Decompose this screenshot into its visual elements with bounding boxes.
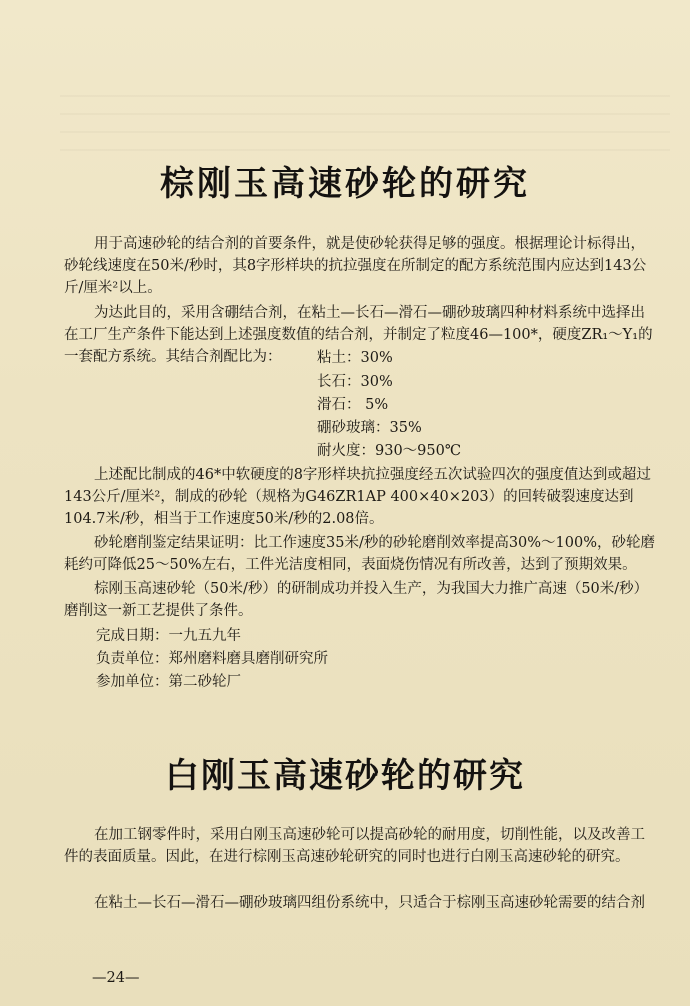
binder-refractoriness: 耐火度：930～950℃ [317, 443, 462, 459]
article1-paragraph-2: 为达此目的，采用含硼结合剂，在粘土—长石—滑石—硼砂玻璃四种材料系统中选择出在工厂生产条件下能达到上述强度数值的结合剂，并制定了粒度46—100*，硬度ZR₁～Y₁的一套配方系统。其结合剂配比为： [64, 305, 653, 365]
binder-ratio-clay: 粘土：30% [317, 350, 393, 366]
completion-date: 完成日期：一九五九年 [96, 628, 241, 644]
article1-paragraph-1: 用于高速砂轮的结合剂的首要条件，就是使砂轮获得足够的强度。根据理论计标得出，砂轮线速度在50米/秒时，其8字形样块的抗拉强度在所制定的配方系统范围内应达到143公斤/厘米²以上。 [64, 236, 647, 296]
article2-title: 白刚玉高速砂轮的研究 [165, 756, 525, 796]
binder-ratio-feldspar: 长石：30% [317, 374, 393, 390]
article2-paragraph-1: 在加工钢零件时，采用白刚玉高速砂轮可以提高砂轮的耐用度，切削性能，以及改善工件的表面质量。因此，在进行棕刚玉高速砂轮研究的同时也进行白刚玉高速砂轮的研究。 [64, 827, 645, 865]
participating-unit: 参加单位：第二砂轮厂 [96, 674, 241, 690]
article1-paragraph-5: 棕刚玉高速砂轮（50米/秒）的研制成功并投入生产，为我国大力推广高速（50米/秒）磨削这一新工艺提供了条件。 [64, 581, 649, 619]
bleed-through-texture [60, 95, 670, 155]
article1-paragraph-3: 上述配比制成的46*中软硬度的8字形样块抗拉强度经五次试验四次的强度值达到或超过143公斤/厘米²，制成的砂轮（规格为G46ZR1AP 400×40×203）的回转破裂速度达到104.7米/秒，相当于工作速度50米/秒的2.08倍。 [64, 467, 651, 527]
binder-ratio-borax-glass: 硼砂玻璃：35% [317, 420, 422, 436]
responsible-unit: 负责单位：郑州磨料磨具磨削研究所 [96, 651, 328, 667]
article1-title: 棕刚玉高速砂轮的研究 [160, 164, 530, 204]
page-number: —24— [92, 970, 140, 986]
article1-paragraph-4: 砂轮磨削鉴定结果证明：比工作速度35米/秒的砂轮磨削效率提高30%～100%，砂轮磨耗约可降低25～50%左右，工件光洁度相同，表面烧伤情况有所改善，达到了预期效果。 [64, 535, 656, 573]
binder-ratio-talc: 滑石： 5% [317, 397, 389, 413]
article2-paragraph-2: 在粘土—长石—滑石—硼砂玻璃四组份系统中，只适合于棕刚玉高速砂轮需要的结合剂 [94, 895, 645, 911]
